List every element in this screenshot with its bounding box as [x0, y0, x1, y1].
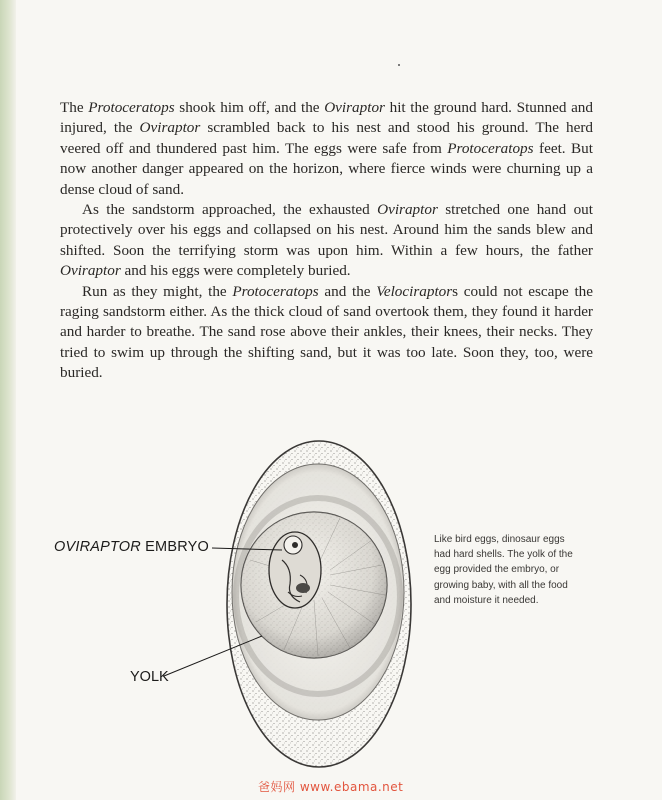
text-run: Run as they might, the — [82, 282, 233, 300]
italic-name: Oviraptor — [60, 262, 121, 280]
text-run: The — [60, 99, 89, 116]
italic-name: Oviraptor — [324, 99, 385, 116]
italic-name: Protoceratops — [447, 139, 534, 157]
italic-name: Protoceratops — [88, 99, 175, 116]
embryo-label: OVIRAPTOR EMBRYO — [54, 539, 209, 555]
italic-name: Oviraptor — [139, 119, 201, 137]
figure-caption: Like bird eggs, dinosaur eggs had hard shells. The yolk of the egg provided the embryo, or growing baby, with all the food and moisture it needed. — [434, 534, 573, 606]
text-run: shook him off, and the — [174, 99, 325, 116]
watermark: 爸妈网 www.ebama.net — [258, 780, 404, 794]
yolk-label: YOLK — [130, 669, 169, 685]
text-run: hit the ground hard. Stunned and injured, the — [60, 99, 593, 137]
text-run: and the — [318, 282, 377, 300]
italic-name: Protoceratops — [232, 282, 319, 300]
text-run: scrambled back to his nest and stood his ground. The herd veered off and thundered past him. The eggs were safe from — [60, 119, 594, 157]
text-run: s could not escape the raging sandstorm either. As the thick cloud of sand overtook them, they found it harder and harder to breathe. The sand rose above their ankles, their knees, their necks. They tried to swim up through the shifting sand, but it was too late. Soon they, too, were buried. — [60, 282, 593, 382]
text-run: As the sandstorm approached, the exhausted — [82, 201, 378, 219]
italic-name: Velociraptor — [376, 282, 453, 300]
italic-name: Oviraptor — [377, 201, 438, 219]
text-run: and his eggs were completely buried. — [120, 262, 351, 280]
text-run: feet. But now another danger appeared on the horizon, where fierce winds were churning up a dense cloud of sand. — [60, 139, 593, 198]
text-run: stretched one hand out protectively over his eggs and collapsed on his nest. Around him the sands blew and shifted. Soon the terrifying storm was upon him. Within a few hours, the father — [60, 201, 594, 259]
embryo-figure — [269, 532, 321, 608]
